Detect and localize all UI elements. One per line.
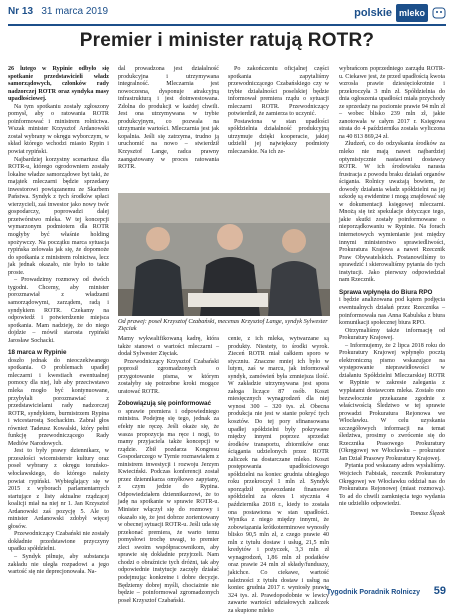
page-number: 59 [433,585,446,597]
paragraph: – Prowadzimy rozmowy od dwóch tygodni. Chcemy, aby minister porozmawiał z władzami samorządowymi, zarządem, radą i syndykiem ROTR. Czekamy na odpowiedź i potwierdzenie miejsca spotkania. Mam nadzieję, że do niego dojdzie – mówił starosta rypiński Jarosław Sochacki. [8,277,109,344]
paragraph: cenie, z ich mleka, wytwarzane są produkty. Niestety, to środki wyrok. Zieceń ROTR miał całkiem sporo w styczniu. Znaczne mniej ich było w lutym, zaś w marcu, jak informował syndyk, zamówień była zmniejsza ilość. W zakładzie utrzymywana jest spora załoga liczące 87 osób. Koszt miesięcznych wynagrodzeń dla niej wynosi 300 – 320 tys. zł. Obecna produkcja nie jest w stanie pokryć tych kosztów. Do tej pory sfinansowana upadłej spółdzielni były pokrywane między innymi poprzez sprzedaż środków transportu, zbiorników oraz ściągania udzielonych przez ROTR zaliczek na dostarczane mleko. Koszt postępowania upadłościowego spółdzielni na koniec grudnia ubiegłego roku przekroczył 1 mln zł. Syndyk sporządził sprawozdanie finansowe spółdzielni za okres 1 stycznia 4 października 2018 r., kiedy to została ona postawiona w stan upadłości. Wynika z niego między innymi, że zobowiązania krótkoterminowe wynosiły blisko 90,5 mln zł, z czego prawie 40 mln z tytułu dostaw i usług, 21,5 mln kredytów i pożyczek, 3,3 mln zł wynagrodzeń, 1,86 mln zł podatków oraz prawie 24 mln zł składy/funduszy, jakichce. Co ciekawe, wartość należności z tytułu dostaw i usług na koniec grudnia 2017 r. wyniosły prawie 324 tys. zł. Prawdopodobnie w lewicy zawarte wartości udziałowych zaliczek za skupione mleko [228,336,329,614]
article-lead: 26 lutego w Rypinie odbyło się spotkanie przedstawicieli władz samorządowych, członków rady nadzorczej ROTR oraz syndyka masy upadłościowej. [8,66,109,103]
issue-date: 31 marca 2019 [41,6,109,17]
footer-brand: Tygodnik Poradnik Rolniczy [326,589,420,596]
column-3-top [228,66,329,157]
paragraph: o sprawie premiera i odpowiedniego ministra. Podejmę się tego, jednak za efekty nie ręczę. Jeśli okaże się, że wasza propozycja ma ręce i nogi, to mamy przyjaciela także koncepcji w rządzie. Zbił pozdarza Kongresu Gospodarczego w Tyrnie rozmawialem z ministrem inwestycji i rozwoju Jerzym Kwieciński. Podczas konferencji został przez dziennikarza omyłkowo zapytany, z czym jedzie do Rypina. Odpowiedziałem dziennikarzowi, że to jadę na spotkanie w sprawie ROTR-u. Minister włączył się do rozmowy i okazało się, że jest dobrze zorientowany w obecnej sytuacji ROTR-u. Jeśli uda się przekonać premiera, że warto temu pomysłowi trochę uwagi, to premier zleci swoim współpracownikom, aby sprawie się dokładnie przyjrzeli. Nam chodzi o obraźnicie tych dróżni, tak aby odpowiednie instytucje zaczęły działać podejmując konkretne i dobre decyzje. Będziemy dobrej myśli, chociażnie nie będzie – poinformował zgromadzonych poseł Krzysztof Czabański. [118,408,219,604]
page-footer [8,582,446,596]
subheading: Sprawa wpłynęła do Biura RPO [339,288,433,296]
paragraph: Mamy wykwalifikowaną kadrę, która także stanowi o wartości mleczarni – dodał Sylwester Zięciak. [118,336,219,358]
article-author: Tomasz Ślęzak [409,510,445,517]
brand-text-left: polskie [354,7,392,19]
paragraph: Przewodniczący Czabański nie zostały dokładnie przedstawione przyczyny upadku spółdzielni. [8,531,109,553]
subheading: Zobowiązują się poinformować [118,400,212,408]
article-headline: Premier i minister ratują ROTR? [79,30,375,51]
photo-people-illustration [118,193,330,316]
column-2-bottom [118,336,219,605]
header-rule [8,24,446,26]
article-photo [118,193,330,316]
paragraph: dal prowadzona jest działalność produkcyjna i utrzymywana integralność. Mleczarnia jest nowoczesna, dysponuje atrakcyjną infrastrukturą i jest doinwestowana. Zdolna do produkcji w każdej chwili. Jest ona utrzymywana w trybie produkcyjnym, co pozwala na utrzymanie wartości. Mleczarnia jest jak kopalnia. Jeśli się zatrzyma, trudno ją uruchomić na nowo – stwierdził Krzysztof Lange, radca prawny zaangażowany w proces ratowania ROTR. [118,66,219,171]
paragraph: Na tym spotkaniu zostały zgłoszony pomysł, aby o ratowania ROTR poinformować i ministrem rolnictwa. Wszak minister Krzysztof Ardanowski został wybrany w okręgu wyborczym, w skład którego wchodzi miasto Rypin i powiat rypiński. [8,103,109,156]
paragraph: wybrańcom poprzedniego zarządu ROTR-u. Ciekawe jest, że przed upadłością kwota wzrosła prawie dziesięciokrotnie i przekroczyła 3 mln zł. Spółdzielnia do dnia ogłoszenia upadłości miała przychody ze sprzedaży na poziomie prawie 94 mln zł – wobec blisko 239 mln zł, jakie zanotowała w całym 2017 r. Księgowa strata do 4 października została wyliczona na 40 813 869,24 zł. [339,66,445,140]
subheading: 18 marca w Rypinie [8,349,67,357]
paragraph: Przewodniczący Krzysztof Czabański poprosił zgromadzonych o przygotowanie pisma, w którym zostałyby się potrzebne kroki mogące uratować ROTR. [118,358,219,395]
photo-caption: Od prawej: poseł Krzysztof Czabański, mecenas Krzysztof Lange, syndyk Sylwester Zięciak [118,318,328,333]
column-3-bottom [228,336,329,615]
page-header [0,0,454,27]
column-4 [339,66,445,518]
column-1 [8,66,109,577]
paragraph: doszło jednak do nieoczekiwanego spotkania. O problemach upadłej mleczarni i kwestiach ewentualnej pomocy dla niej, lub aby przeciwstawo mleka mogło być kontynuowane, przybyłali porozmawiać z przedstawicielami rady nadzorczej ROTR, syndykiem, burmistrzem Rypina i wicestarostą Sochackim. Zabrał głos również Tadeusz Kowalski, który pełni funkcję przewodniczącego Rady Mediów Narodowych. [8,357,109,447]
brand-badge [396,4,428,22]
paragraph: – Informujemy, że 2 lipca 2018 roku do Prokuratury Krajowej wpłynęło pocztą elektroniczną pismo wskazujące na występowanie nieprawidłowości w działaniu Spółdzielni Mleczarskiej ROTR w Rypinie w zakresie zalegania z wypłatami dostawcom mleka. Zostało ono bezzwłocznie przekazane zgodnie z właściwością Śledztwo w tej sprawie prowadzi Prokuratura Rejonowa we Włocławku. W celu uzyskania szczegółowych informacji na temat śledztwa, prosimy o zwrócenie się do Rzecznika Prasowego Prokuratury (Okręgowej we Włocławku – prokurator Jan Dział Prasowy Prokuratury Krajowej. [339,342,445,462]
paragraph: Jest to były prawy dziennikarz, w przeszłości wicemisterstr kultury oraz poseł wybrany z okręgu toruńsko-włocławskiego, do którego należy powiat rypiński. Wybieglający się w 2015 z wyborach parlamentarnych startujące z listy aktualne rządzącej koalicji miał na niej nr 1. Jan Krzysztof Ardanowski zaś pozycję 5. Ale to minister Ardanowski zdobył więcej głosów. [8,448,109,530]
paragraph: i będzie analizowana pod kątem podjęcia ewentualnych działań przez Rzecznika – poinformowała nas Anna Kabulska z biura komunikacji społecznej biura RPO. [339,297,445,327]
paragraph: Po zakończeniu oficjalnej części spotkania zapytaliśmy przewodniczącego Czabańskiego czy w trybie działalności poselskiej będzie informował premiera rządu o sytuacji mleczarni ROTR. Przewodniczący potwierdził, że zamierza to uczynić. [228,66,329,118]
paragraph: Najbardziej korzystny scenariusz dla ROTR-u, którego ogrodowniem zostały lokalne władze samorządowe byt taki, że majątek mleczarni będzie sprzedany inwestorowi powiązanemu ze Skarbem Państwa. Syndyk z tych środków spłaci wierzycieli, zaś inwestor jako nowy twór gospodarczy, poprowadzi dalej przetwórstwo mleka. W tej koncepcji wymarzonym podmiotem dla ROTR mogłyby być właśnie holding spożywczy. Na początku marca sytuacja rypińska zelowała jak się, że dopomoże do spotkania z ministrem rolnictwa, lecz jak jednak okazało, nie było to takie proste. [8,156,109,276]
section-brand [354,3,446,23]
paragraph: Otrzymaliśmy także informację od Prokuratury Krajowej. [339,327,445,342]
paragraph: – Syndyk piłnuje, aby substancja zakładu nie uległa rozpadowi a jego wartość się nie deprecjonowała. Na- [8,554,109,576]
paragraph: Postawiona w stan upadłości spółdzielnia działalność produkcyjną utrzymuje dzięki kooperacie, jakiej udzielił jej największy podmioty mleczarskie. Na ich ze- [228,118,329,156]
brand-text-right: mleko [398,8,425,18]
issue-info [8,6,108,17]
paragraph: Złudzeń, co do odzyskania środków za mleko nie mają nawet najbardziej optymistycznie nastawieni dostawcy ROTR. W ich środowisku narasta frustracja z powodu braku działań organów ścigania. Rolnicy uważają bowiem, że dowody działania władz spółdzielni na jej szkodę są ewidentne i mogą znajdować się w dokumentacji księgowej mleczarni. Mnożą się też spekulacje dotyczące tego, jakie skutki zostały poinformowane o nieporządkowaniu w Rypinie. Na forach internetowych wymienianie jest między innymi ministerstwo sprawiedliwości, Prokuratura Krajowa a nawet Rzecznik Praw Obywatelskich. Postanowiliśmy to sprawdzić i skierowaliśmy pytania do tych instytucji. Jako pierwszy odpowiedział nam Rzecznik. [339,141,445,284]
column-2-top [118,66,219,172]
paragraph: Pytania pod wskazany adres wysłaliśmy. Wojciech Fabisiak, rzecznik Prokuratury Okręgowej we Włocławku oddział nas do Prokuratura Rejonowej (miast rozmową). To ad do chwili zamknięcia tego wydania nie udzieliło odpowiedzi. [339,463,445,508]
cow-icon [432,4,446,22]
issue-number: Nr 13 [8,6,34,17]
